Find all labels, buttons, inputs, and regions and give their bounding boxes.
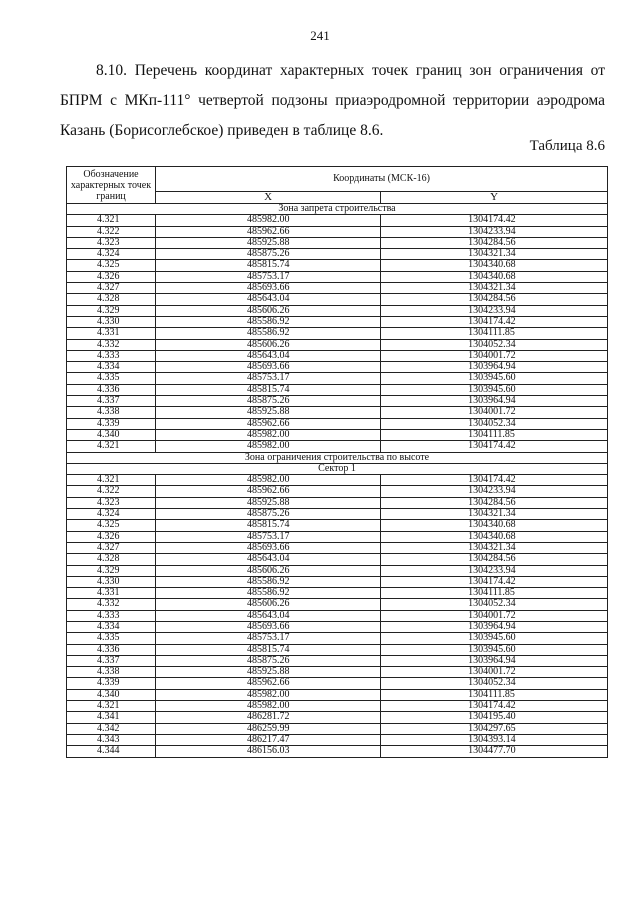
section-heading xyxy=(60,56,605,146)
coordinates-table xyxy=(66,166,608,758)
zone-title-row xyxy=(67,452,608,463)
coordinate-y: 1304340.68 xyxy=(381,271,608,282)
coordinate-y: 1304233.94 xyxy=(381,565,608,576)
coordinate-x: 485753.17 xyxy=(156,633,381,644)
coordinate-x: 485962.66 xyxy=(156,486,381,497)
point-designation: 4.333 xyxy=(67,610,156,621)
coordinate-x: 485693.66 xyxy=(156,542,381,553)
coordinate-y: 1304233.94 xyxy=(381,486,608,497)
point-designation: 4.329 xyxy=(67,305,156,316)
coordinate-x: 485982.00 xyxy=(156,429,381,440)
table-row xyxy=(67,542,608,553)
zone-title-row xyxy=(67,204,608,215)
coordinate-x: 485606.26 xyxy=(156,599,381,610)
point-designation: 4.343 xyxy=(67,734,156,745)
coordinate-x: 485753.17 xyxy=(156,271,381,282)
coordinate-x: 485982.00 xyxy=(156,701,381,712)
coordinate-y: 1304111.85 xyxy=(381,689,608,700)
coordinate-x: 485875.26 xyxy=(156,655,381,666)
table-body xyxy=(67,204,608,758)
table-row xyxy=(67,520,608,531)
coordinate-x: 485586.92 xyxy=(156,316,381,327)
point-designation: 4.321 xyxy=(67,215,156,226)
table-row xyxy=(67,396,608,407)
coordinate-x: 485643.04 xyxy=(156,294,381,305)
point-designation: 4.321 xyxy=(67,441,156,452)
point-designation: 4.323 xyxy=(67,497,156,508)
point-designation: 4.340 xyxy=(67,689,156,700)
point-designation: 4.323 xyxy=(67,237,156,248)
coordinate-x: 485693.66 xyxy=(156,621,381,632)
coordinate-x: 485982.00 xyxy=(156,441,381,452)
table-row xyxy=(67,475,608,486)
coordinate-y: 1303945.60 xyxy=(381,633,608,644)
coordinate-y: 1303964.94 xyxy=(381,362,608,373)
coordinate-y: 1304174.42 xyxy=(381,475,608,486)
coordinate-x: 485753.17 xyxy=(156,373,381,384)
table-row xyxy=(67,215,608,226)
table-row xyxy=(67,621,608,632)
table-row xyxy=(67,667,608,678)
table-row xyxy=(67,497,608,508)
coordinate-y: 1303945.60 xyxy=(381,384,608,395)
table-row xyxy=(67,441,608,452)
coordinate-x: 485962.66 xyxy=(156,226,381,237)
coordinate-x: 486259.99 xyxy=(156,723,381,734)
coordinate-x: 485962.66 xyxy=(156,678,381,689)
coordinate-y: 1304111.85 xyxy=(381,328,608,339)
column-header-designation: Обозначение характерных точек границ xyxy=(67,167,156,204)
coordinate-y: 1304195.40 xyxy=(381,712,608,723)
coordinate-y: 1304001.72 xyxy=(381,407,608,418)
coordinate-x: 485643.04 xyxy=(156,554,381,565)
coordinate-y: 1304001.72 xyxy=(381,610,608,621)
coordinate-y: 1304111.85 xyxy=(381,429,608,440)
point-designation: 4.327 xyxy=(67,283,156,294)
coordinate-y: 1303945.60 xyxy=(381,373,608,384)
coordinate-x: 485875.26 xyxy=(156,509,381,520)
table-row xyxy=(67,350,608,361)
point-designation: 4.325 xyxy=(67,520,156,531)
coordinate-y: 1304284.56 xyxy=(381,497,608,508)
point-designation: 4.335 xyxy=(67,633,156,644)
zone-title: Сектор 1 xyxy=(67,463,608,474)
point-designation: 4.337 xyxy=(67,396,156,407)
point-designation: 4.344 xyxy=(67,746,156,757)
column-header-x: X xyxy=(156,191,381,203)
table-row xyxy=(67,429,608,440)
coordinate-y: 1303964.94 xyxy=(381,396,608,407)
table-row xyxy=(67,712,608,723)
table-row xyxy=(67,746,608,757)
coordinate-y: 1304321.34 xyxy=(381,509,608,520)
point-designation: 4.342 xyxy=(67,723,156,734)
coordinate-y: 1304111.85 xyxy=(381,588,608,599)
point-designation: 4.332 xyxy=(67,599,156,610)
coordinate-y: 1304233.94 xyxy=(381,305,608,316)
table-row xyxy=(67,509,608,520)
coordinate-x: 485606.26 xyxy=(156,305,381,316)
point-designation: 4.341 xyxy=(67,712,156,723)
coordinate-y: 1304174.42 xyxy=(381,215,608,226)
table-row xyxy=(67,565,608,576)
point-designation: 4.321 xyxy=(67,475,156,486)
point-designation: 4.326 xyxy=(67,271,156,282)
point-designation: 4.326 xyxy=(67,531,156,542)
coordinate-y: 1304321.34 xyxy=(381,542,608,553)
point-designation: 4.324 xyxy=(67,249,156,260)
point-designation: 4.340 xyxy=(67,429,156,440)
point-designation: 4.335 xyxy=(67,373,156,384)
point-designation: 4.322 xyxy=(67,486,156,497)
point-designation: 4.336 xyxy=(67,384,156,395)
table-row xyxy=(67,554,608,565)
coordinate-y: 1304052.34 xyxy=(381,599,608,610)
coordinate-x: 485925.88 xyxy=(156,667,381,678)
point-designation: 4.339 xyxy=(67,418,156,429)
point-designation: 4.330 xyxy=(67,316,156,327)
table-row xyxy=(67,655,608,666)
table-row xyxy=(67,689,608,700)
coordinate-y: 1304174.42 xyxy=(381,701,608,712)
zone-title-row xyxy=(67,463,608,474)
point-designation: 4.332 xyxy=(67,339,156,350)
coordinate-x: 485982.00 xyxy=(156,215,381,226)
coordinate-y: 1304340.68 xyxy=(381,520,608,531)
table-row xyxy=(67,678,608,689)
coordinate-x: 485815.74 xyxy=(156,520,381,531)
point-designation: 4.336 xyxy=(67,644,156,655)
point-designation: 4.325 xyxy=(67,260,156,271)
coordinate-x: 485693.66 xyxy=(156,362,381,373)
table-row xyxy=(67,294,608,305)
coordinate-y: 1304174.42 xyxy=(381,441,608,452)
coordinate-x: 485693.66 xyxy=(156,283,381,294)
column-header-y: Y xyxy=(381,191,608,203)
table-row xyxy=(67,237,608,248)
point-designation: 4.324 xyxy=(67,509,156,520)
coordinate-x: 485586.92 xyxy=(156,588,381,599)
point-designation: 4.338 xyxy=(67,667,156,678)
page-number: 241 xyxy=(310,28,330,43)
coordinate-x: 485586.92 xyxy=(156,576,381,587)
point-designation: 4.330 xyxy=(67,576,156,587)
coordinate-x: 485982.00 xyxy=(156,475,381,486)
coordinate-x: 485606.26 xyxy=(156,339,381,350)
coordinate-x: 485815.74 xyxy=(156,644,381,655)
point-designation: 4.333 xyxy=(67,350,156,361)
coordinate-x: 485643.04 xyxy=(156,610,381,621)
coordinate-x: 485875.26 xyxy=(156,396,381,407)
coordinate-y: 1304477.70 xyxy=(381,746,608,757)
coordinate-x: 485643.04 xyxy=(156,350,381,361)
coordinate-x: 486156.03 xyxy=(156,746,381,757)
table-row xyxy=(67,384,608,395)
point-designation: 4.331 xyxy=(67,328,156,339)
table-row xyxy=(67,373,608,384)
table-row xyxy=(67,486,608,497)
table-caption: Таблица 8.6 xyxy=(529,138,605,154)
table-row xyxy=(67,633,608,644)
coordinate-y: 1304393.14 xyxy=(381,734,608,745)
coordinate-y: 1304052.34 xyxy=(381,678,608,689)
point-designation: 4.328 xyxy=(67,294,156,305)
table-row xyxy=(67,362,608,373)
coordinate-x: 485815.74 xyxy=(156,260,381,271)
point-designation: 4.337 xyxy=(67,655,156,666)
table-row xyxy=(67,644,608,655)
table-row xyxy=(67,610,608,621)
coordinate-x: 485875.26 xyxy=(156,249,381,260)
section-heading-text: 8.10. Перечень координат характерных точек границ зон ограничения от БПРМ с МКп-111° четвертой подзоны приаэродромной территории аэродрома Казань (Борисоглебское) приведен в таблице 8.6. xyxy=(60,62,605,139)
point-designation: 4.339 xyxy=(67,678,156,689)
coordinate-y: 1304174.42 xyxy=(381,316,608,327)
coordinate-x: 485753.17 xyxy=(156,531,381,542)
table-row xyxy=(67,305,608,316)
coordinate-y: 1304297.65 xyxy=(381,723,608,734)
table-row xyxy=(67,723,608,734)
coordinate-y: 1303964.94 xyxy=(381,621,608,632)
table-row xyxy=(67,531,608,542)
coordinate-y: 1304174.42 xyxy=(381,576,608,587)
table-row xyxy=(67,588,608,599)
coordinate-y: 1304321.34 xyxy=(381,249,608,260)
point-designation: 4.334 xyxy=(67,621,156,632)
coordinate-x: 485925.88 xyxy=(156,497,381,508)
point-designation: 4.322 xyxy=(67,226,156,237)
point-designation: 4.331 xyxy=(67,588,156,599)
coordinate-y: 1304052.34 xyxy=(381,339,608,350)
coordinate-y: 1304001.72 xyxy=(381,350,608,361)
coordinate-y: 1304284.56 xyxy=(381,237,608,248)
coordinate-x: 485925.88 xyxy=(156,407,381,418)
table-row xyxy=(67,260,608,271)
table-row xyxy=(67,249,608,260)
zone-title: Зона запрета строительства xyxy=(67,204,608,215)
coordinate-x: 485925.88 xyxy=(156,237,381,248)
coordinate-x: 485815.74 xyxy=(156,384,381,395)
point-designation: 4.334 xyxy=(67,362,156,373)
coordinate-x: 486281.72 xyxy=(156,712,381,723)
table-row xyxy=(67,734,608,745)
zone-title: Зона ограничения строительства по высоте xyxy=(67,452,608,463)
coordinate-y: 1303964.94 xyxy=(381,655,608,666)
table-row xyxy=(67,701,608,712)
table-row xyxy=(67,328,608,339)
coordinate-x: 485606.26 xyxy=(156,565,381,576)
coordinate-y: 1304284.56 xyxy=(381,554,608,565)
table-row xyxy=(67,271,608,282)
column-header-coordinates: Координаты (МСК-16) xyxy=(156,167,608,192)
table-row xyxy=(67,407,608,418)
coordinate-y: 1304233.94 xyxy=(381,226,608,237)
coordinate-x: 485982.00 xyxy=(156,689,381,700)
point-designation: 4.338 xyxy=(67,407,156,418)
coordinate-x: 485962.66 xyxy=(156,418,381,429)
coordinate-y: 1303945.60 xyxy=(381,644,608,655)
coordinate-x: 486217.47 xyxy=(156,734,381,745)
table-row xyxy=(67,339,608,350)
coordinate-y: 1304001.72 xyxy=(381,667,608,678)
point-designation: 4.329 xyxy=(67,565,156,576)
coordinate-y: 1304321.34 xyxy=(381,283,608,294)
table-row xyxy=(67,226,608,237)
point-designation: 4.328 xyxy=(67,554,156,565)
coordinate-y: 1304340.68 xyxy=(381,260,608,271)
point-designation: 4.321 xyxy=(67,701,156,712)
table-row xyxy=(67,283,608,294)
coordinate-y: 1304284.56 xyxy=(381,294,608,305)
table-row xyxy=(67,576,608,587)
coordinate-y: 1304052.34 xyxy=(381,418,608,429)
coordinate-y: 1304340.68 xyxy=(381,531,608,542)
point-designation: 4.327 xyxy=(67,542,156,553)
coordinate-x: 485586.92 xyxy=(156,328,381,339)
table-row xyxy=(67,316,608,327)
table-row xyxy=(67,599,608,610)
table-row xyxy=(67,418,608,429)
